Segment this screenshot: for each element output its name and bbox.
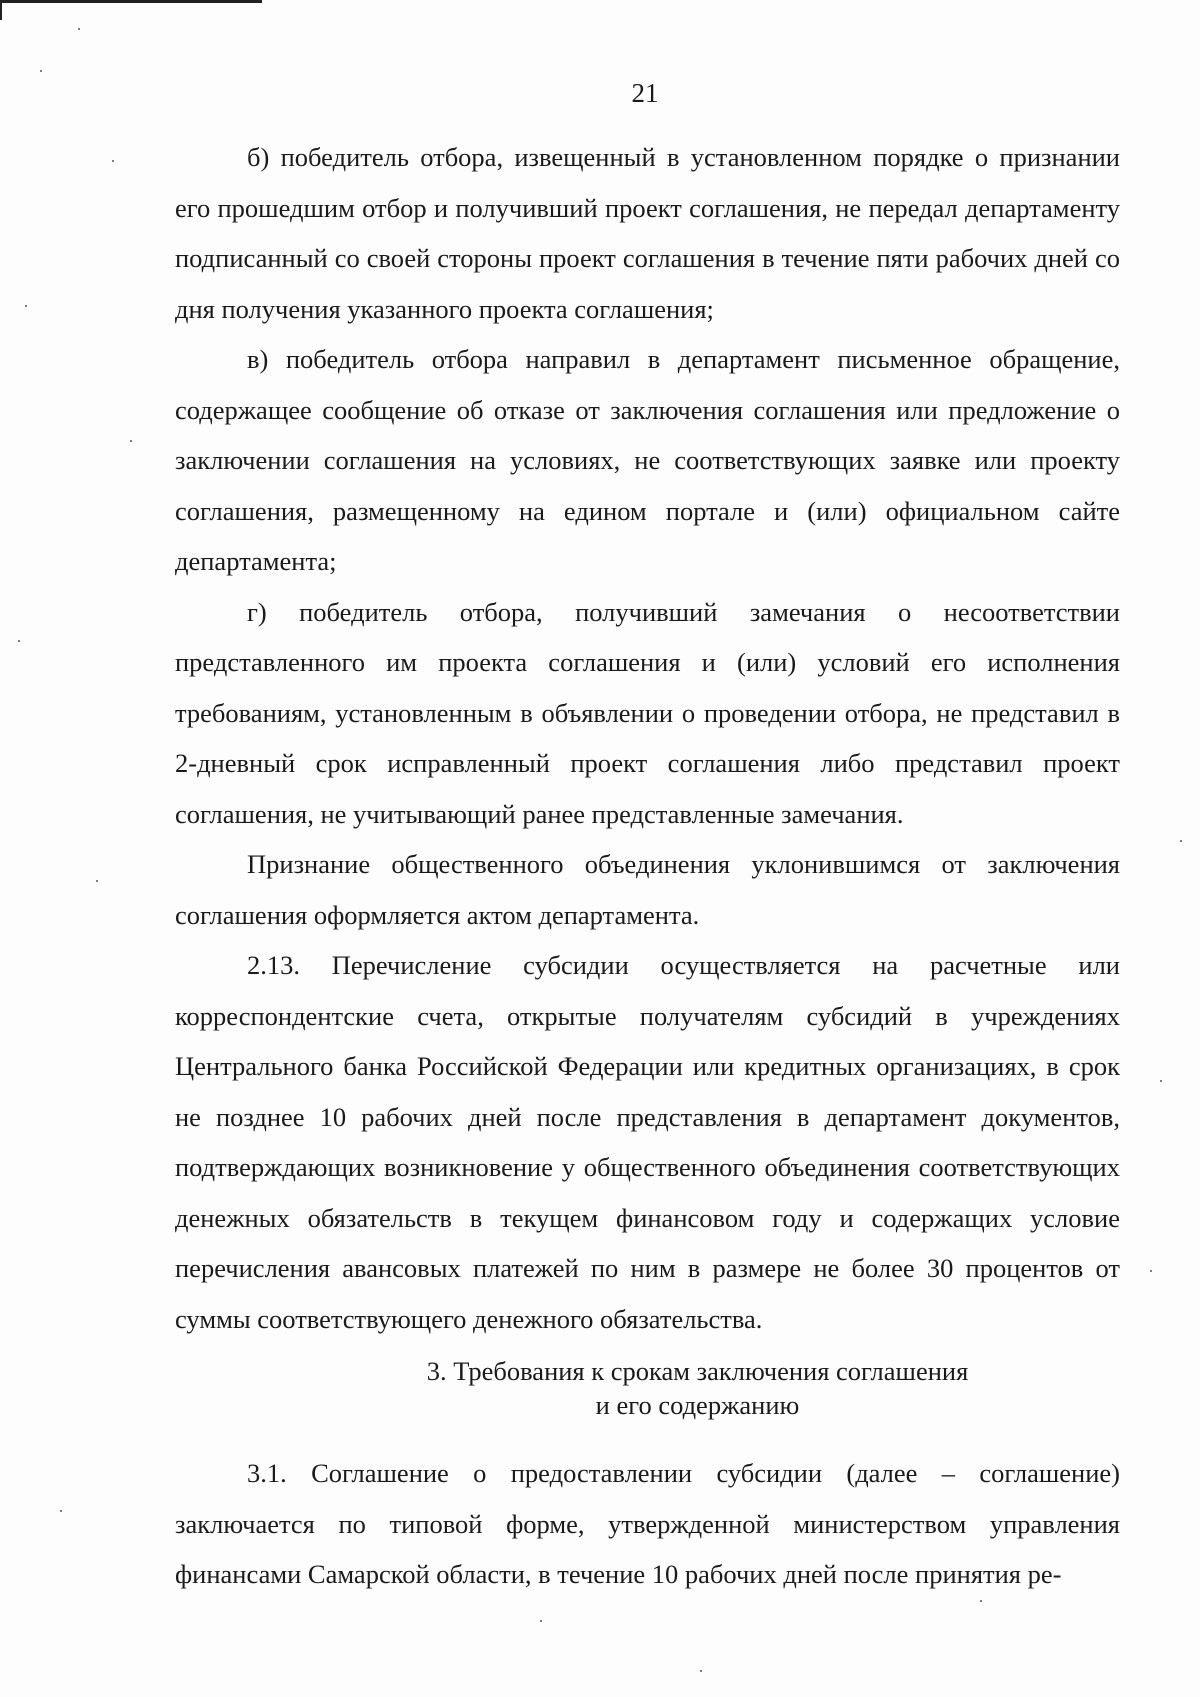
- paragraph-b: б) победитель отбора, извещенный в установленном порядке о признании его прошедшим отбор и получивший проект соглашения, не передал департаменту подписанный со своей стороны проект соглашения в течение пяти рабочих дней со дня получения указанного проекта соглашения;: [175, 142, 1120, 324]
- scan-speck: [18, 640, 20, 642]
- scan-speck: [1180, 840, 1182, 842]
- section-3-heading: [175, 1354, 1120, 1422]
- scan-speck: [1160, 1080, 1162, 1082]
- section-3-heading-line2: и его содержанию: [595, 1390, 800, 1420]
- scan-speck: [700, 1670, 702, 1672]
- scan-speck: [96, 880, 98, 882]
- paragraph-v: в) победитель отбора направил в департамент письменное обращение, содержащее сообщение об отказе от заключения соглашения или предложение о заключении соглашения на условиях, не соответствующих заявке или проекту соглашения, размещенному на едином портале и (или) официальном сайте департамента;: [175, 344, 1120, 576]
- paragraph-2-13: 2.13. Перечисление субсидии осуществляется на расчетные или корреспондентские счета, открытые получателям субсидий в учреждениях Центрального банка Российской Федерации или кредитных организациях, в срок не позднее 10 рабочих дней после представления в департамент документов, подтверждающих возникновение у общественного объединения соответствующих денежных обязательств в текущем финансовом году и содержащих условие перечисления авансовых платежей по ним в размере не более 30 процентов от суммы соответствующего денежного обязательства.: [175, 950, 1120, 1334]
- scan-edge-line-left: [0, 0, 2, 20]
- paragraph-g: г) победитель отбора, получивший замечания о несоответствии представленного им проекта соглашения и (или) условий его исполнения требованиям, установленным в объявлении о проведении отбора, не представил в 2-дневный срок исправленный проект соглашения либо представил проект соглашения, не учитывающий ранее представленные замечания.: [175, 596, 1120, 829]
- page-number: 21: [631, 78, 659, 108]
- scan-speck: [60, 1510, 62, 1512]
- scan-edge-line-top: [0, 0, 262, 3]
- scan-speck: [1150, 1270, 1152, 1272]
- scan-speck: [540, 1620, 542, 1622]
- scan-speck: [25, 305, 27, 307]
- scan-speck: [112, 160, 114, 162]
- scan-speck: [40, 70, 42, 72]
- scan-speck: [130, 440, 132, 442]
- scan-speck: [78, 28, 80, 30]
- document-body: [175, 132, 1120, 1600]
- paragraph-evasion-act: Признание общественного объединения уклонившимся от заключения соглашения оформляется актом департамента.: [175, 849, 1120, 930]
- scan-speck: [980, 1600, 982, 1602]
- paragraph-3-1: 3.1. Соглашение о предоставлении субсидии (далее – соглашение) заключается по типовой форме, утвержденной министерством управления финансами Самарской области, в течение 10 рабочих дней после принятия ре-: [175, 1458, 1120, 1589]
- section-3-heading-line1: 3. Требования к срокам заключения соглашения: [426, 1356, 969, 1386]
